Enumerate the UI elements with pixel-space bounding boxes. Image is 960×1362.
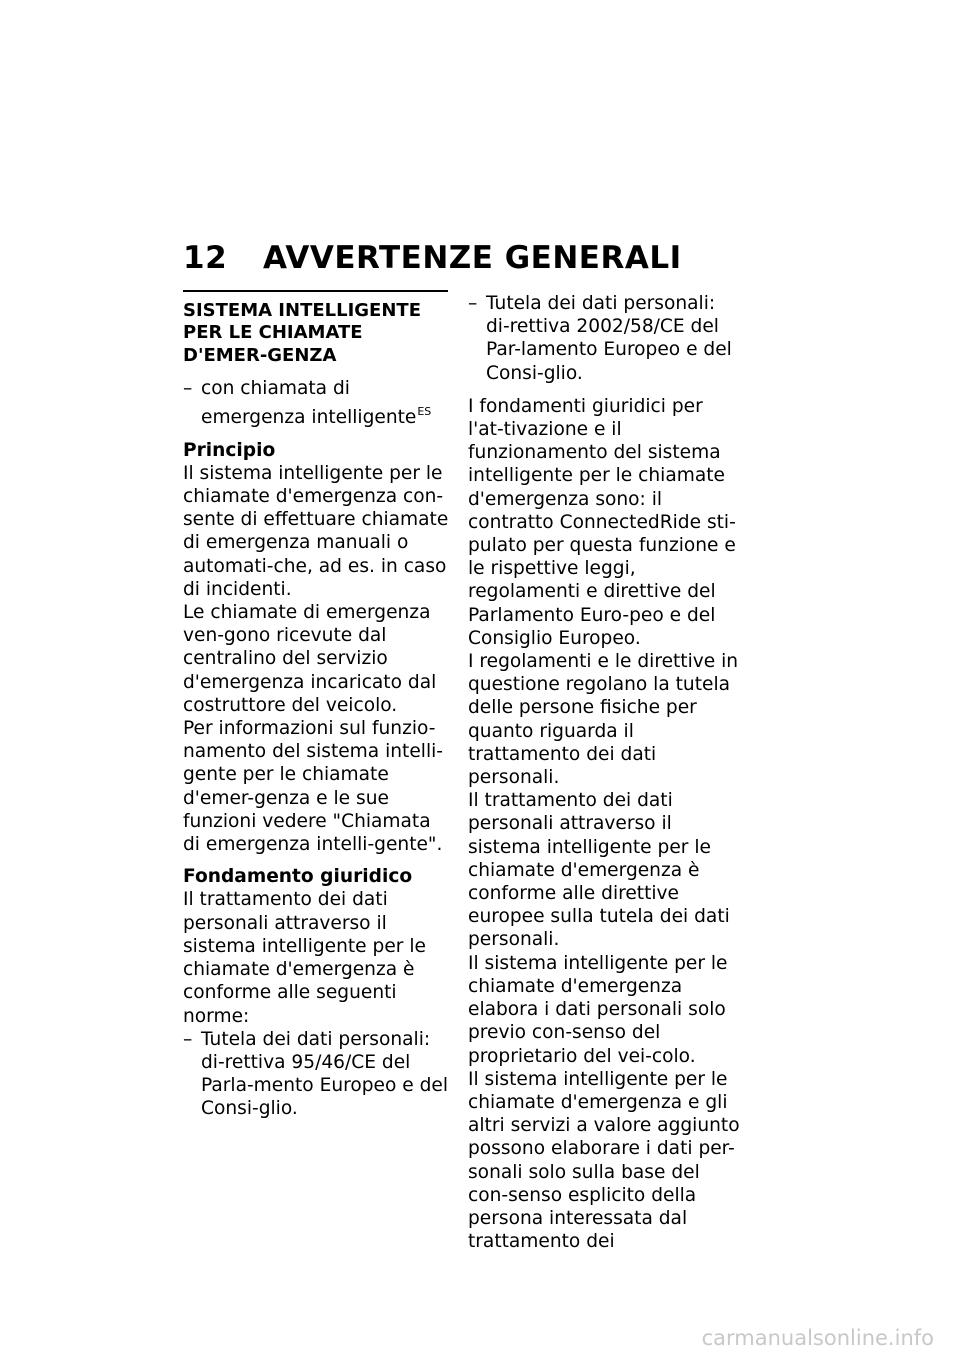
legal-list-item-text: Tutela dei dati personali: di-rettiva 2002/58/CE del Par-lamento Europeo e del Consi-glio. [486, 293, 732, 384]
body-paragraph-1: I fondamenti giuridici per l'at-tivazione e il funzionamento del sistema intelligente per le chiamate d'emergenza sono: il contratto ConnectedRide sti-pulato per questa funzione e le rispettive leggi, regolamenti e direttive del Parlamento Euro-peo e del Consiglio Europeo. [468, 395, 736, 649]
body-paragraph-5: Il sistema intelligente per le chiamate d'emergenza e gli altri servizi a valore aggiunto possono elaborare i dati per-sonali solo sulla base del con-senso esplicito della persona interessata dal trattamento dei [468, 1068, 740, 1253]
body-paragraph-4: Il sistema intelligente per le chiamate d'emergenza elabora i dati personali solo previo con-senso del proprietario del vei-colo. [468, 952, 728, 1067]
dash-bullet-icon: – [183, 1028, 193, 1050]
legal-list-item-1 [183, 1028, 451, 1121]
spacer [468, 385, 740, 395]
section-divider [183, 290, 448, 292]
left-column [183, 290, 451, 1121]
feature-list-item [183, 377, 451, 429]
chapter-title: AVVERTENZE GENERALI [263, 240, 682, 276]
right-column [468, 292, 740, 1253]
dash-bullet-icon: – [468, 293, 478, 314]
principle-heading: Principio [183, 439, 276, 461]
legal-basis-paragraph: Il trattamento dei dati personali attraverso il sistema intelligente per le chiamate d'emergenza è conforme alle seguenti norme: [183, 889, 426, 1027]
legal-list-item-text: Tutela dei dati personali: di-rettiva 95/46/CE del Parla-mento Europeo e del Consi-glio. [201, 1028, 449, 1120]
chapter-number: 12 [183, 240, 228, 276]
dash-bullet-icon: – [183, 378, 193, 400]
body-paragraph-3: Il trattamento dei dati personali attraverso il sistema intelligente per le chiamate d'emergenza è conforme alle direttive europee sulla tutela dei dati personali. [468, 790, 730, 951]
watermark: carmanualsonline.info [701, 1326, 934, 1350]
page-header [183, 240, 682, 276]
legal-list-item-2 [468, 292, 740, 385]
principle-paragraph-3: Per informazioni sul funzio-namento del sistema intelli-gente per le chiamate d'emer-genza e le sue funzioni vedere "Chiamata di emergenza intelli-gente". [183, 718, 443, 856]
body-paragraph-2: I regolamenti e le direttive in questione regolano la tutela delle persone fisiche per quanto riguarda il trattamento dei dati personali. [468, 651, 739, 789]
section-title: SISTEMA INTELLIGENTE PER LE CHIAMATE D'EMER-GENZA [183, 300, 421, 366]
principle-paragraph-2: Le chiamate di emergenza ven-gono ricevute dal centralino del servizio d'emergenza incaricato dal costruttore del veicolo. [183, 602, 437, 716]
feature-item-text: con chiamata di emergenza intelligente [201, 378, 417, 429]
legal-basis-heading: Fondamento giuridico [183, 866, 413, 888]
principle-paragraph: Il sistema intelligente per le chiamate d'emergenza con-sente di effettuare chiamate di emergenza manuali o automati-che, ad es. in caso di incidenti. [183, 462, 449, 600]
feature-superscript: ES [417, 405, 432, 419]
